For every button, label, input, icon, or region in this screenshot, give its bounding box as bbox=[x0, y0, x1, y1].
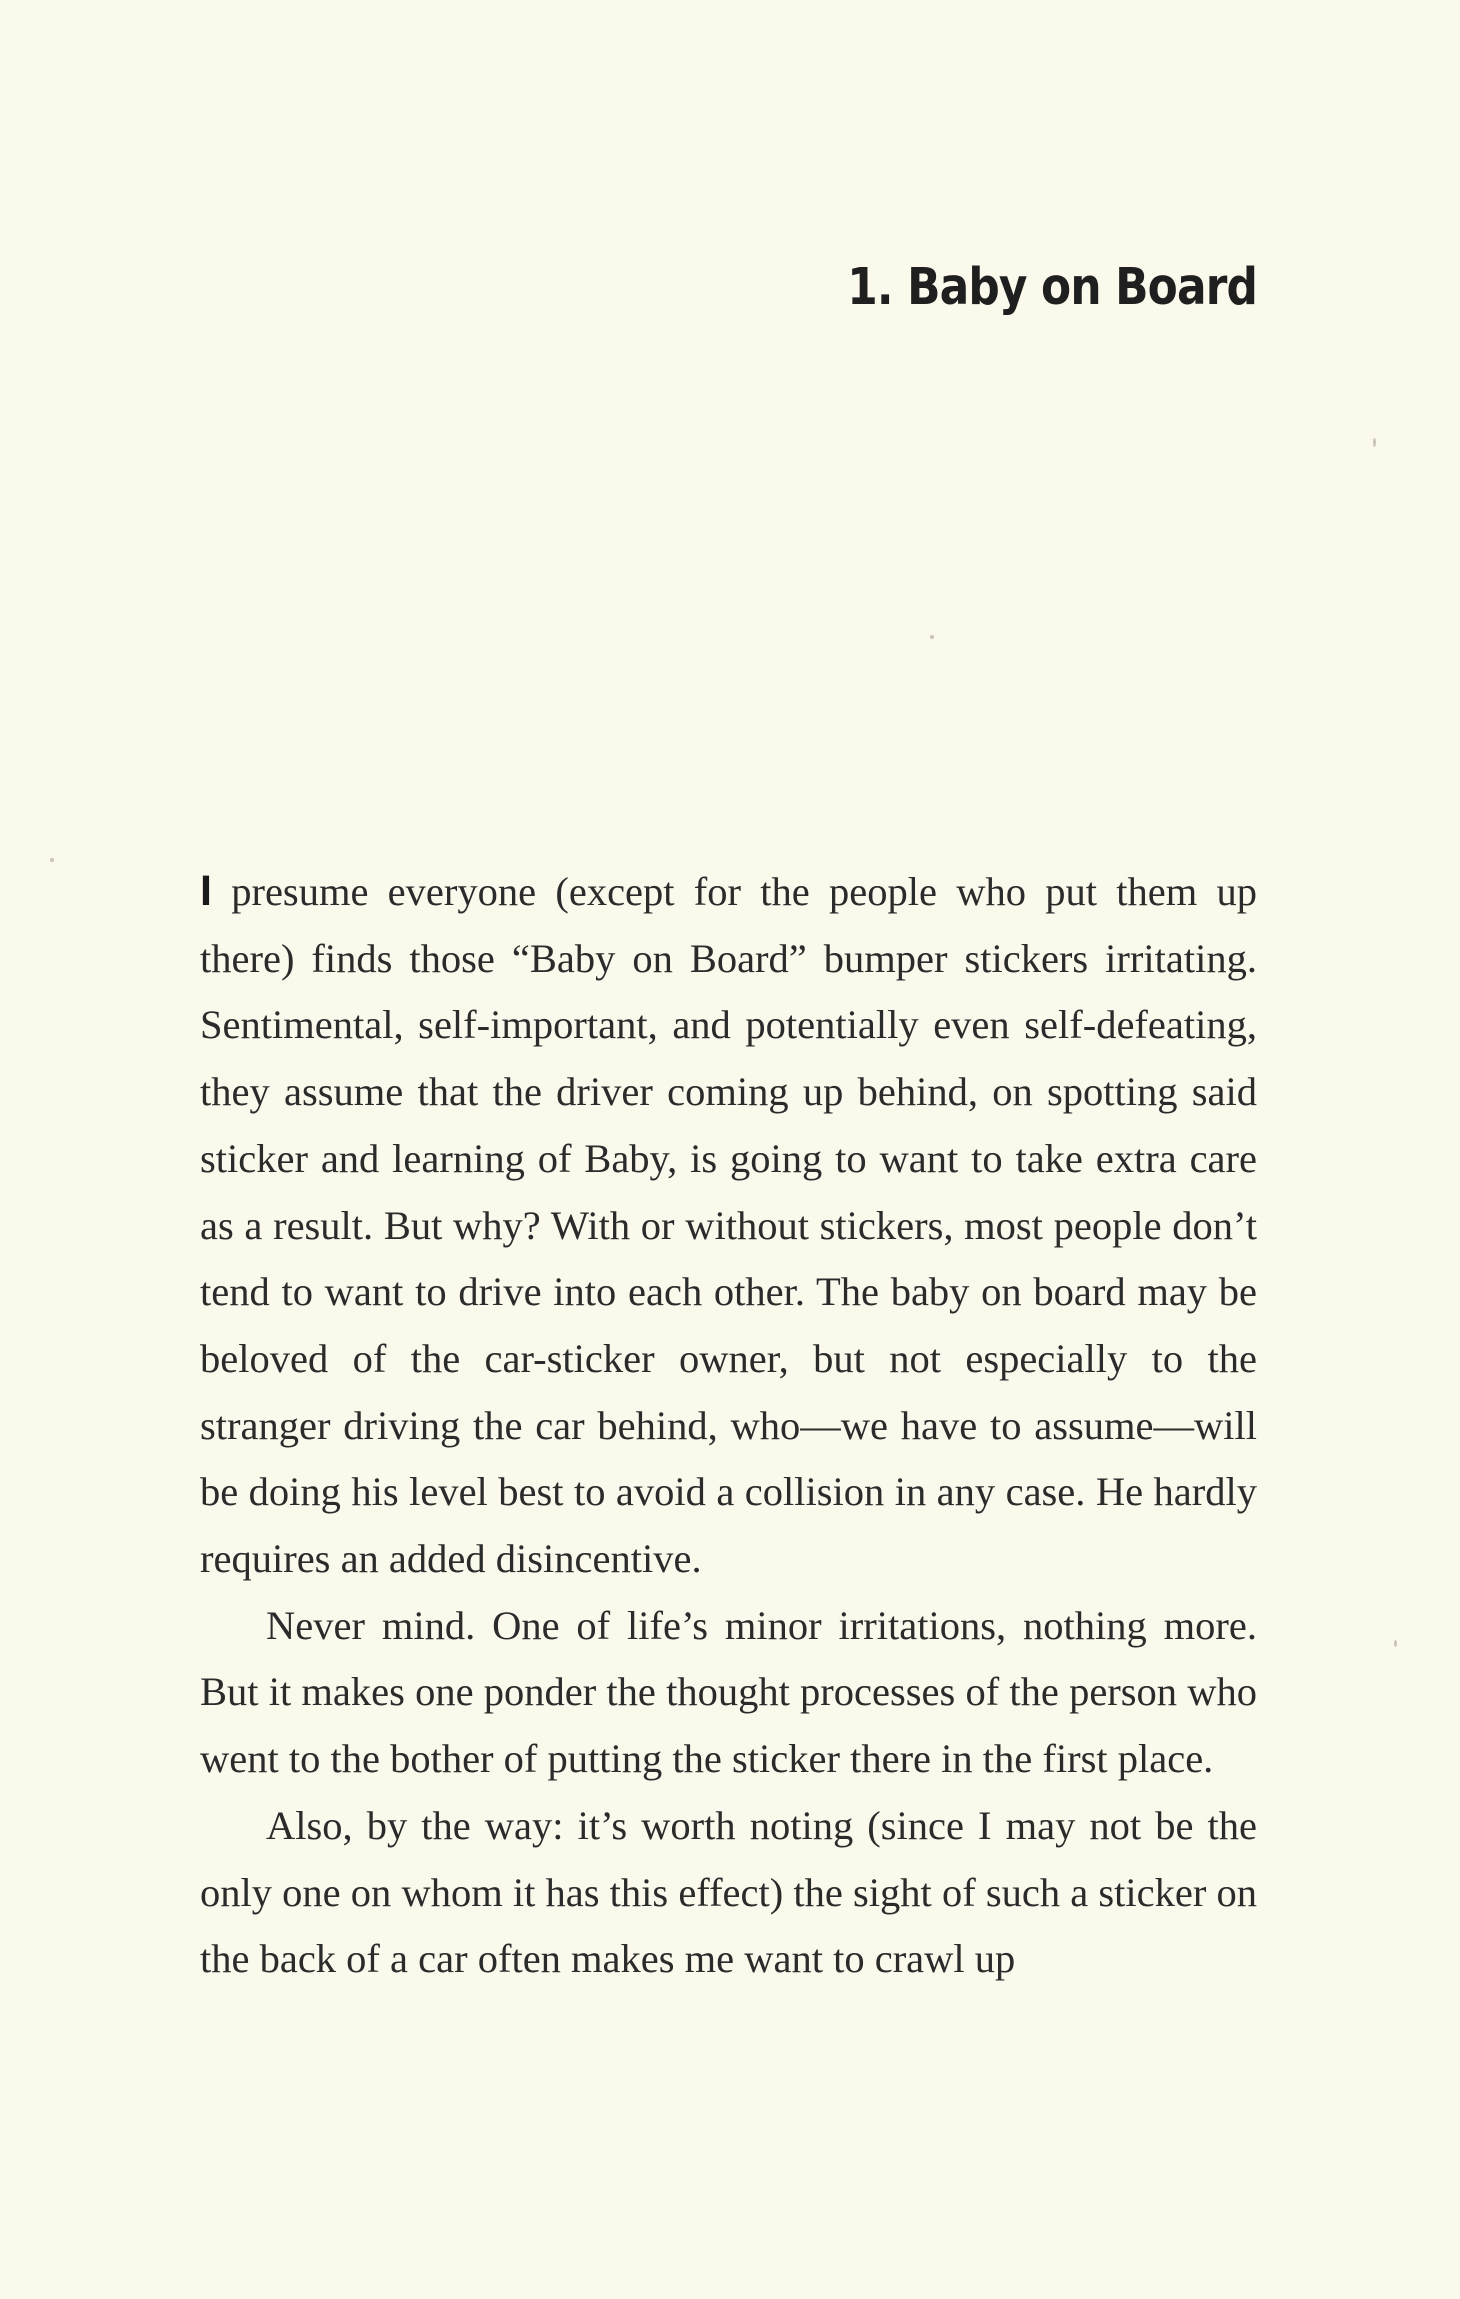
paragraph bbox=[200, 858, 1257, 1593]
paragraph-text: presume everyone (except for the people who put them up there) finds those “Baby on Board” bumper stickers irritating. Sentimental, self-important, and potentially even self-defeating, they assume that the driver coming up behind, on spotting said sticker and learning of Baby, is going to want to take extra care as a result. But why? With or without stickers, most people don’t tend to want to drive into each other. The baby on board may be beloved of the car-sticker owner, but not especially to the stranger driving the car behind, who—we have to assume—will be doing his level best to avoid a collision in any case. He hardly requires an added disincentive. bbox=[200, 869, 1257, 1582]
paper-speck bbox=[50, 858, 54, 862]
paper-speck bbox=[930, 635, 934, 639]
paragraph: Never mind. One of life’s minor irritations, nothing more. But it makes one ponder the thought processes of the person who went to the bother of putting the sticker there in the first place. bbox=[200, 1602, 1257, 1782]
chapter-body bbox=[200, 858, 1257, 1993]
chapter-title: 1. Baby on Board bbox=[847, 258, 1257, 317]
paragraph: Also, by the way: it’s worth noting (since I may not be the only one on whom it has this effect) the sight of such a sticker on the back of a car often makes me want to crawl up bbox=[200, 1802, 1257, 1982]
paper-speck bbox=[1394, 1640, 1397, 1647]
paper-speck bbox=[1373, 438, 1376, 447]
initial-letter: I bbox=[200, 867, 212, 915]
